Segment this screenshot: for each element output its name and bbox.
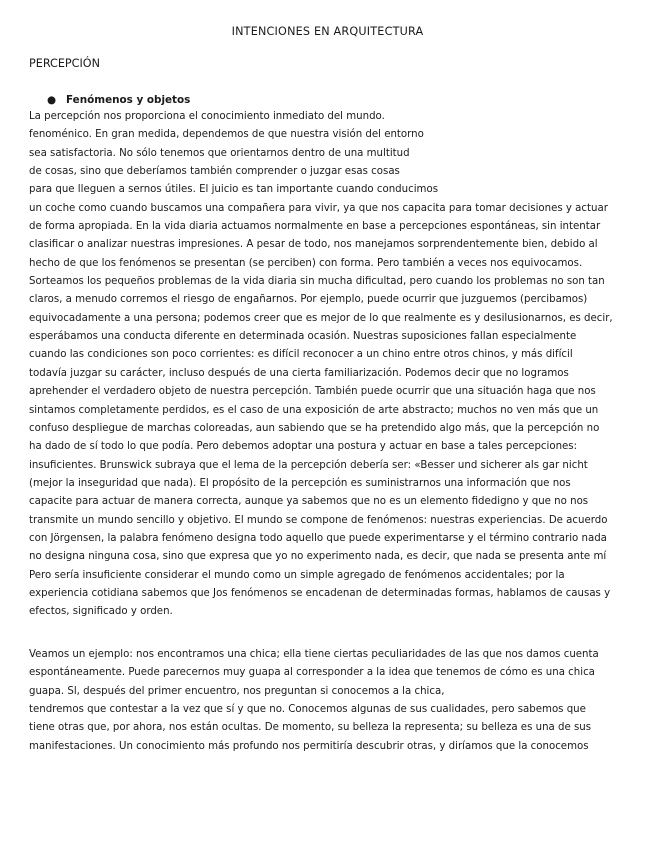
paragraph-line: La percepción nos proporciona el conocimiento inmediato del mundo. [29,111,385,122]
paragraph-1 [29,108,613,622]
paragraph-line: ha dado de sí todo lo que podía. Pero debemos adoptar una postura y actuar en base a tales percepciones: [29,441,578,453]
paragraph-line: fenoménico. En gran medida, dependemos de que nuestra visión del entorno [29,129,424,141]
section-heading-percepcion: PERCEPCIÓN [29,57,100,70]
paragraph-line: de forma apropiada. En la vida diaria actuamos normalmente en base a percepciones espontáneas, sin intentar [29,221,601,233]
paragraph-line: un coche como cuando buscamos una compañera para vivir, ya que nos capacita para tomar decisiones y actuar [29,202,608,214]
paragraph-line: equivocadamente a una persona; podemos creer que es mejor de lo que realmente es y desilusionarnos, es decir, [29,312,613,324]
paragraph-line: insuficientes. Brunswick subraya que el lema de la percepción debería ser: «Besser und sicherer als gar nicht [29,459,588,471]
paragraph-line: con Jörgensen, la palabra fenómeno designa todo aquello que puede experimentarse y el término contrario nada [29,532,607,544]
paragraph-line: efectos, significado y orden. [29,606,173,618]
paragraph-line: aprehender el verdadero objeto de nuestra percepción. También puede ocurrir que una situación haga que nos [29,386,596,398]
paragraph-line: sea satisfactoria. No sólo tenemos que orientarnos dentro de una multitud [29,147,410,159]
paragraph-line: de cosas, sino que deberíamos también comprender o juzgar esas cosas [29,166,400,178]
paragraph-line: guapa. Sl, después del primer encuentro, nos preguntan si conocemos a la chica, [29,685,445,697]
paragraph-line: Sorteamos los pequeños problemas de la vida diaria sin mucha dificultad, pero cuando los problemas no son tan [29,276,605,288]
paragraph-line: todavía juzgar su carácter, incluso después de una cierta familiarización. Podemos decir que no logramos [29,367,569,379]
paragraph-line: Veamos un ejemplo: nos encontramos una chica; ella tiene ciertas peculiaridades de las que nos damos cuenta [29,649,599,660]
bullet-icon: ● [47,94,57,106]
paragraph-line: no designa ninguna cosa, sino que expresa que yo no experimento nada, es decir, que nada se presenta ante mí [29,551,607,563]
paragraph-line: manifestaciones. Un conocimiento más profundo nos permitiría descubrir otras, y diríamos que la conocemos [29,740,589,752]
paragraph-line: clasificar o analizar nuestras impresiones. A pesar de todo, nos manejamos sorprendentemente bien, debido al [29,239,598,251]
paragraph-line: tendremos que contestar a la vez que sí y que no. Conocemos algunas de sus cualidades, pero sabemos que [29,704,586,716]
paragraph-line: para que lleguen a sernos útiles. El juicio es tan importante cuando conducimos [29,184,439,196]
document-title: INTENCIONES EN ARQUITECTURA [231,25,424,38]
paragraph-line: hecho de que los fenómenos se presentan (se perciben) con forma. Pero también a veces nos equivocamos. [29,257,583,269]
paragraph-line: Pero sería insuficiente considerar el mundo como un simple agregado de fenómenos accidentales; por la [29,569,565,581]
paragraph-line: sintamos completamente perdidos, es el caso de una exposición de arte abstracto; muchos no ven más que un [29,404,599,416]
paragraph-line: (mejor la inseguridad que nada). El propósito de la percepción es suministrarnos una información que nos [29,477,571,489]
paragraph-line: claros, a menudo corremos el riesgo de engañarnos. Por ejemplo, puede ocurrir que juzguemos (percibamos) [29,294,588,306]
bullet-item-fenomenos [47,93,190,107]
paragraph-line: experiencia cotidiana sabemos que Jos fenómenos se encadenan de determinadas formas, hablamos de causas y [29,587,611,599]
bullet-label: Fenómenos y objetos [66,94,191,106]
paragraph-line: confuso despliegue de marchas coloreadas, aun sabiendo que se ha pretendido algo más, que la percepción no [29,422,600,434]
paragraph-line: espontáneamente. Puede parecernos muy guapa al corresponder a la idea que tenemos de cómo es una chica [29,667,595,679]
paragraph-line: esperábamos una conducta diferente en determinada ocasión. Nuestras suposiciones fallan especialmente [29,331,577,343]
paragraph-line: capacite para actuar de manera correcta, aunque ya sabemos que no es un elemento fidedigno y que no nos [29,496,589,508]
paragraph-2 [29,646,599,756]
paragraph-line: transmite un mundo sencillo y objetivo. El mundo se compone de fenómenos: nuestras experiencias. De acuerdo [29,514,608,526]
paragraph-line: tiene otras que, por ahora, nos están ocultas. De momento, su belleza la representa; su belleza es una de sus [29,722,592,734]
paragraph-line: cuando las condiciones son poco corrientes: es difícil reconocer a un chino entre otros chinos, y más difícil [29,349,573,361]
